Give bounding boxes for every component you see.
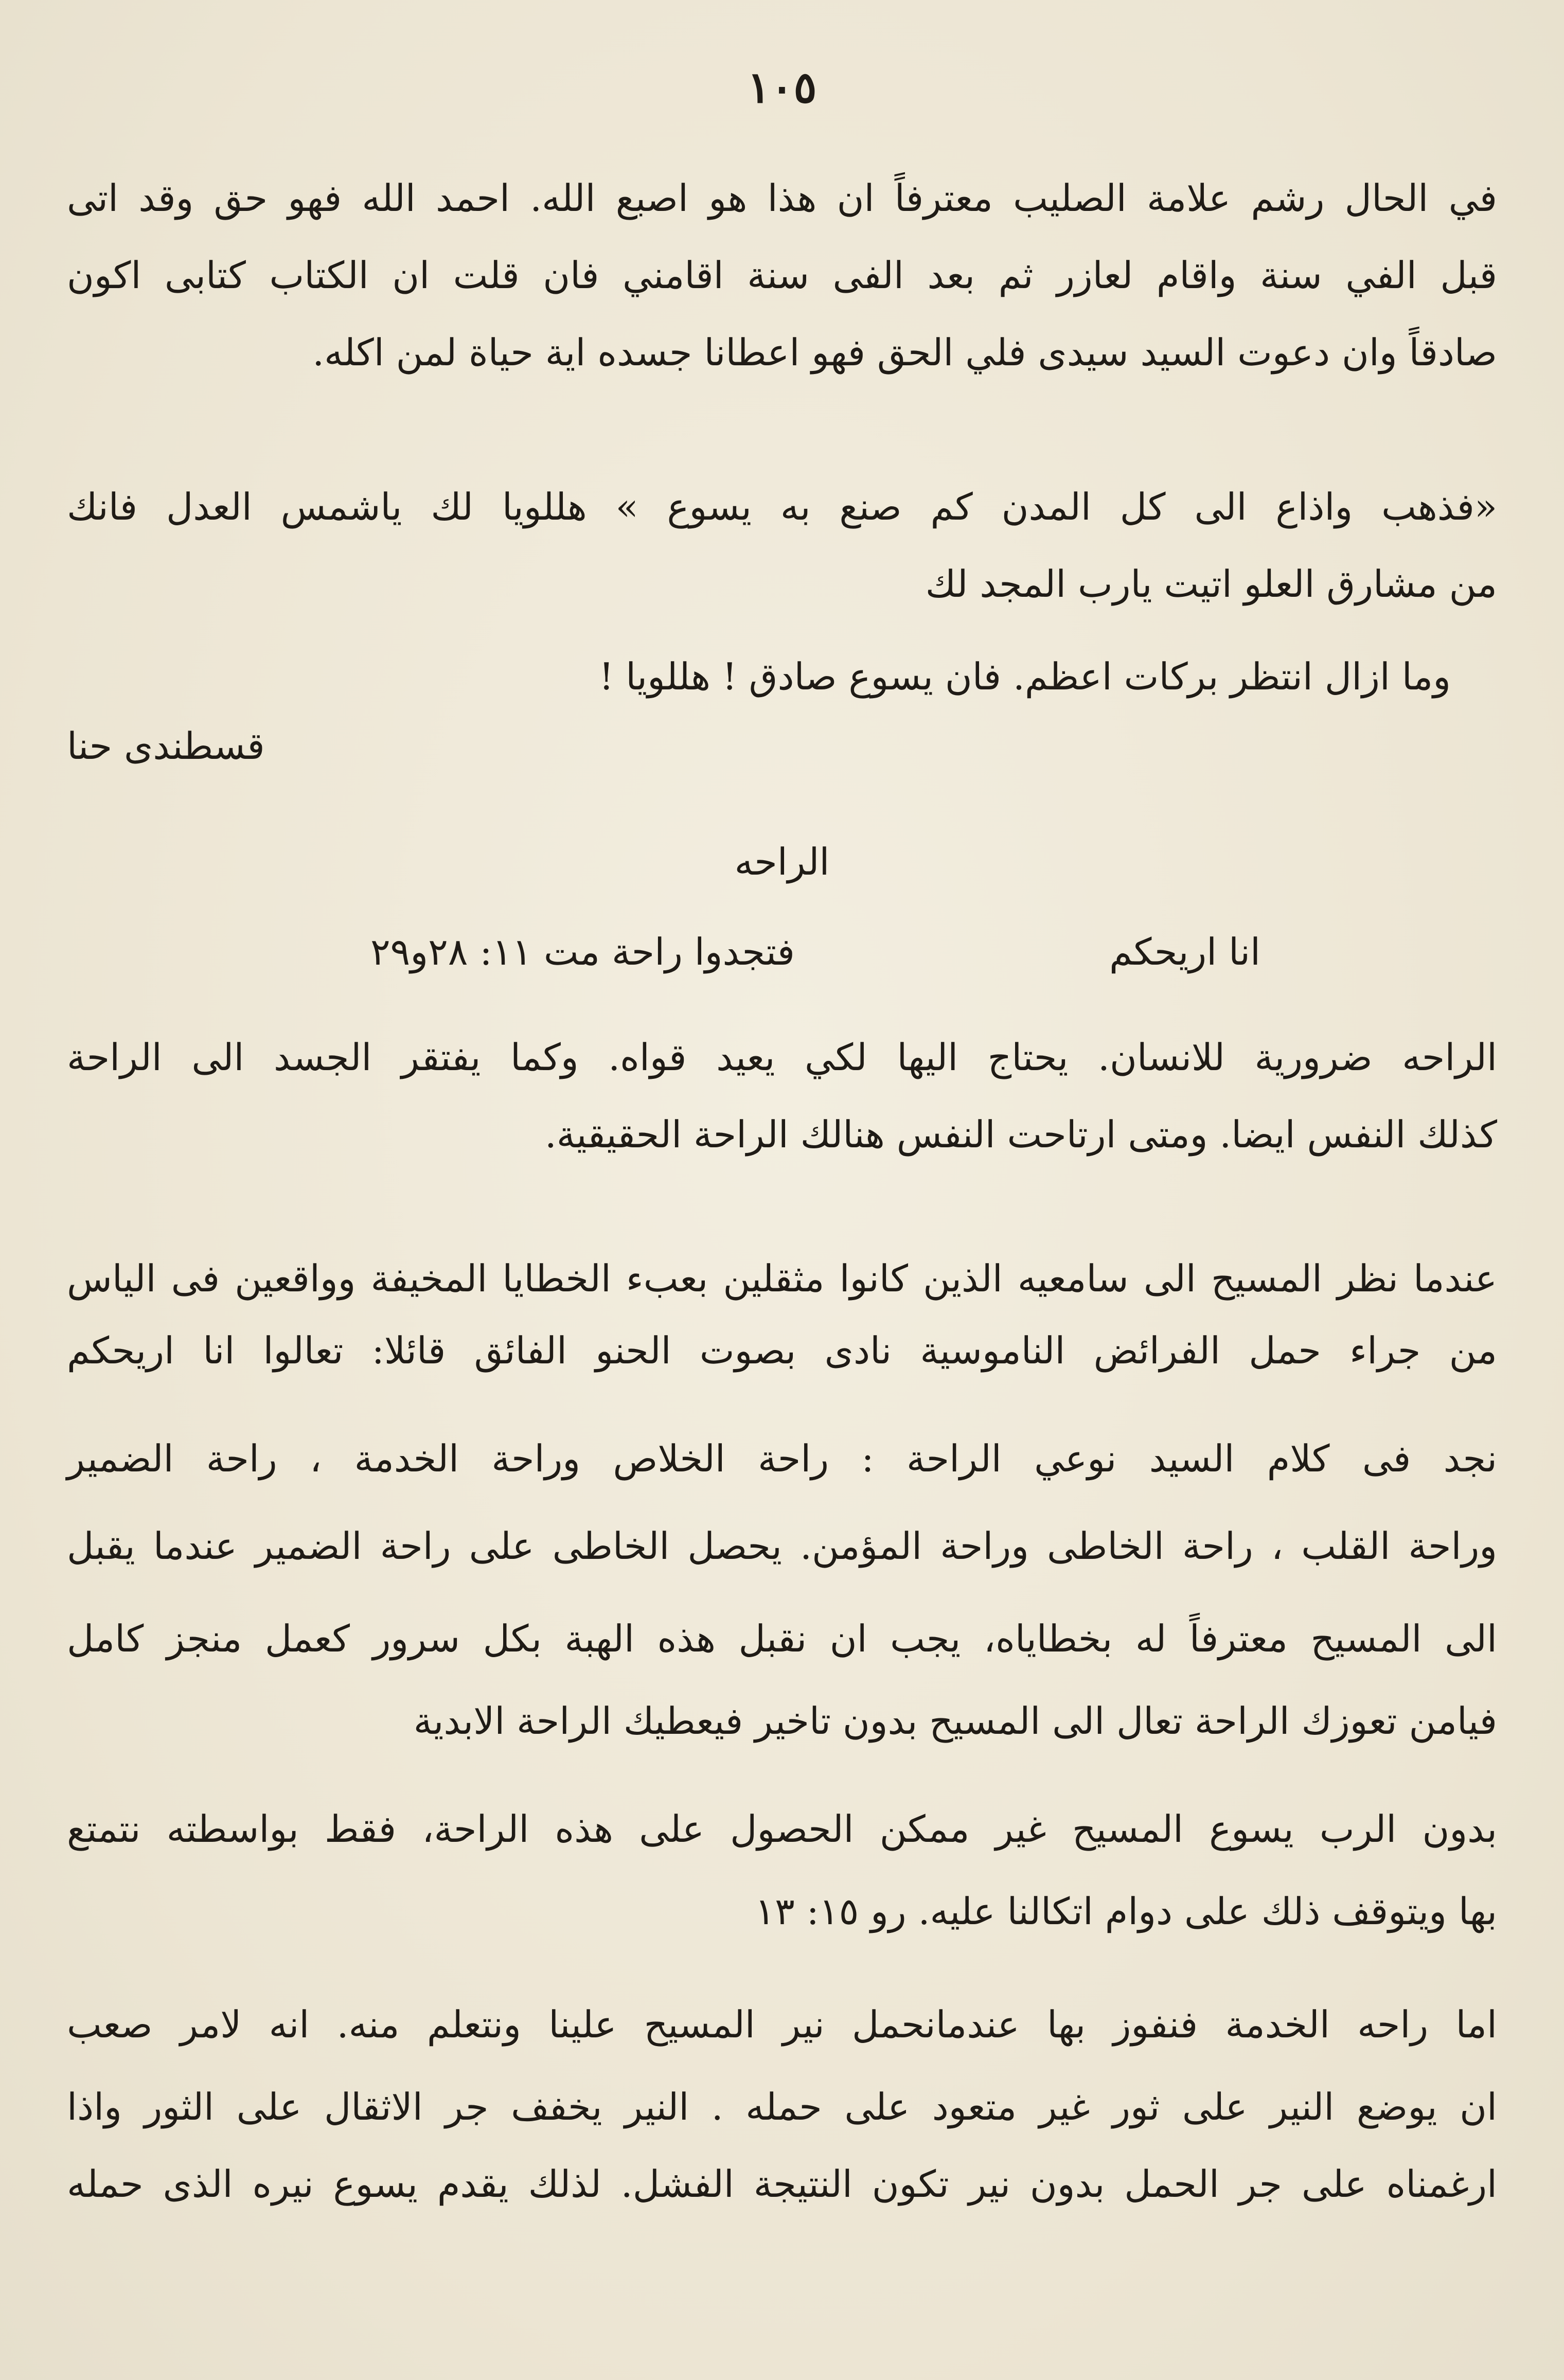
text-line: من جراء حمل الفرائض الناموسية نادى بصوت الحنو الفائق قائلا: تعالوا انا اريحكم	[67, 1329, 1497, 1372]
section-title: الراحه	[734, 840, 830, 883]
verse-quote: انا اريحكم	[1109, 930, 1260, 973]
text-line: «فذهب واذاع الى كل المدن كم صنع به يسوع » هللويا لك ياشمس العدل فانك	[67, 485, 1497, 528]
text-line: اما راحه الخدمة فنفوز بها عندمانحمل نير المسيح علينا ونتعلم منه. انه لامر صعب	[67, 2003, 1497, 2046]
text-line: صادقاً وان دعوت السيد سيدى فلي الحق فهو اعطانا جسده اية حياة لمن اكله.	[312, 331, 1497, 374]
page-number: ١٠٥	[747, 62, 817, 113]
text-line: وما ازال انتظر بركات اعظم. فان يسوع صادق ! هللويا !	[599, 655, 1451, 698]
text-line: وراحة القلب ، راحة الخاطى وراحة المؤمن. يحصل الخاطى على راحة الضمير عندما يقبل	[67, 1524, 1497, 1568]
text-line: عندما نظر المسيح الى سامعيه الذين كانوا مثقلين بعبء الخطايا المخيفة وواقعين فى الياس	[67, 1257, 1497, 1300]
author-signature: قسطندى حنا	[67, 724, 265, 768]
text-line: ارغمناه على جر الحمل بدون نير تكون النتيجة الفشل. لذلك يقدم يسوع نيره الذى حمله	[67, 2162, 1497, 2206]
text-line: الراحه ضرورية للانسان. يحتاج اليها لكي يعيد قواه. وكما يفتقر الجسد الى الراحة	[67, 1036, 1497, 1079]
text-line: من مشارق العلو اتيت يارب المجد لك	[925, 562, 1497, 606]
text-line: بدون الرب يسوع المسيح غير ممكن الحصول على هذه الراحة، فقط بواسطته نتمتع	[67, 1807, 1497, 1851]
text-line: الى المسيح معترفاً له بخطاياه، يجب ان نقبل هذه الهبة بكل سرور كعمل منجز كامل	[67, 1617, 1497, 1660]
text-line: بها ويتوقف ذلك على دوام اتكالنا عليه. رو ١٥: ١٣	[755, 1890, 1497, 1933]
text-line: فيامن تعوزك الراحة تعال الى المسيح بدون تاخير فيعطيك الراحة الابدية	[413, 1699, 1497, 1743]
text-line: ان يوضع النير على ثور غير متعود على حمله . النير يخفف جر الاثقال على الثور واذا	[67, 2085, 1497, 2128]
text-line: في الحال رشم علامة الصليب معترفاً ان هذا هو اصبع الله. احمد الله فهو حق وقد اتى	[67, 176, 1497, 220]
text-line: نجد فى كلام السيد نوعي الراحة : راحة الخلاص وراحة الخدمة ، راحة الضمير	[67, 1437, 1497, 1480]
verse-reference: فتجدوا راحة مت ١١: ٢٨و٢٩	[370, 930, 795, 973]
text-line: قبل الفي سنة واقام لعازر ثم بعد الفى سنة اقامني فان قلت ان الكتاب كتابى اكون	[67, 254, 1497, 297]
text-line: كذلك النفس ايضا. ومتى ارتاحت النفس هنالك الراحة الحقيقية.	[544, 1113, 1497, 1156]
